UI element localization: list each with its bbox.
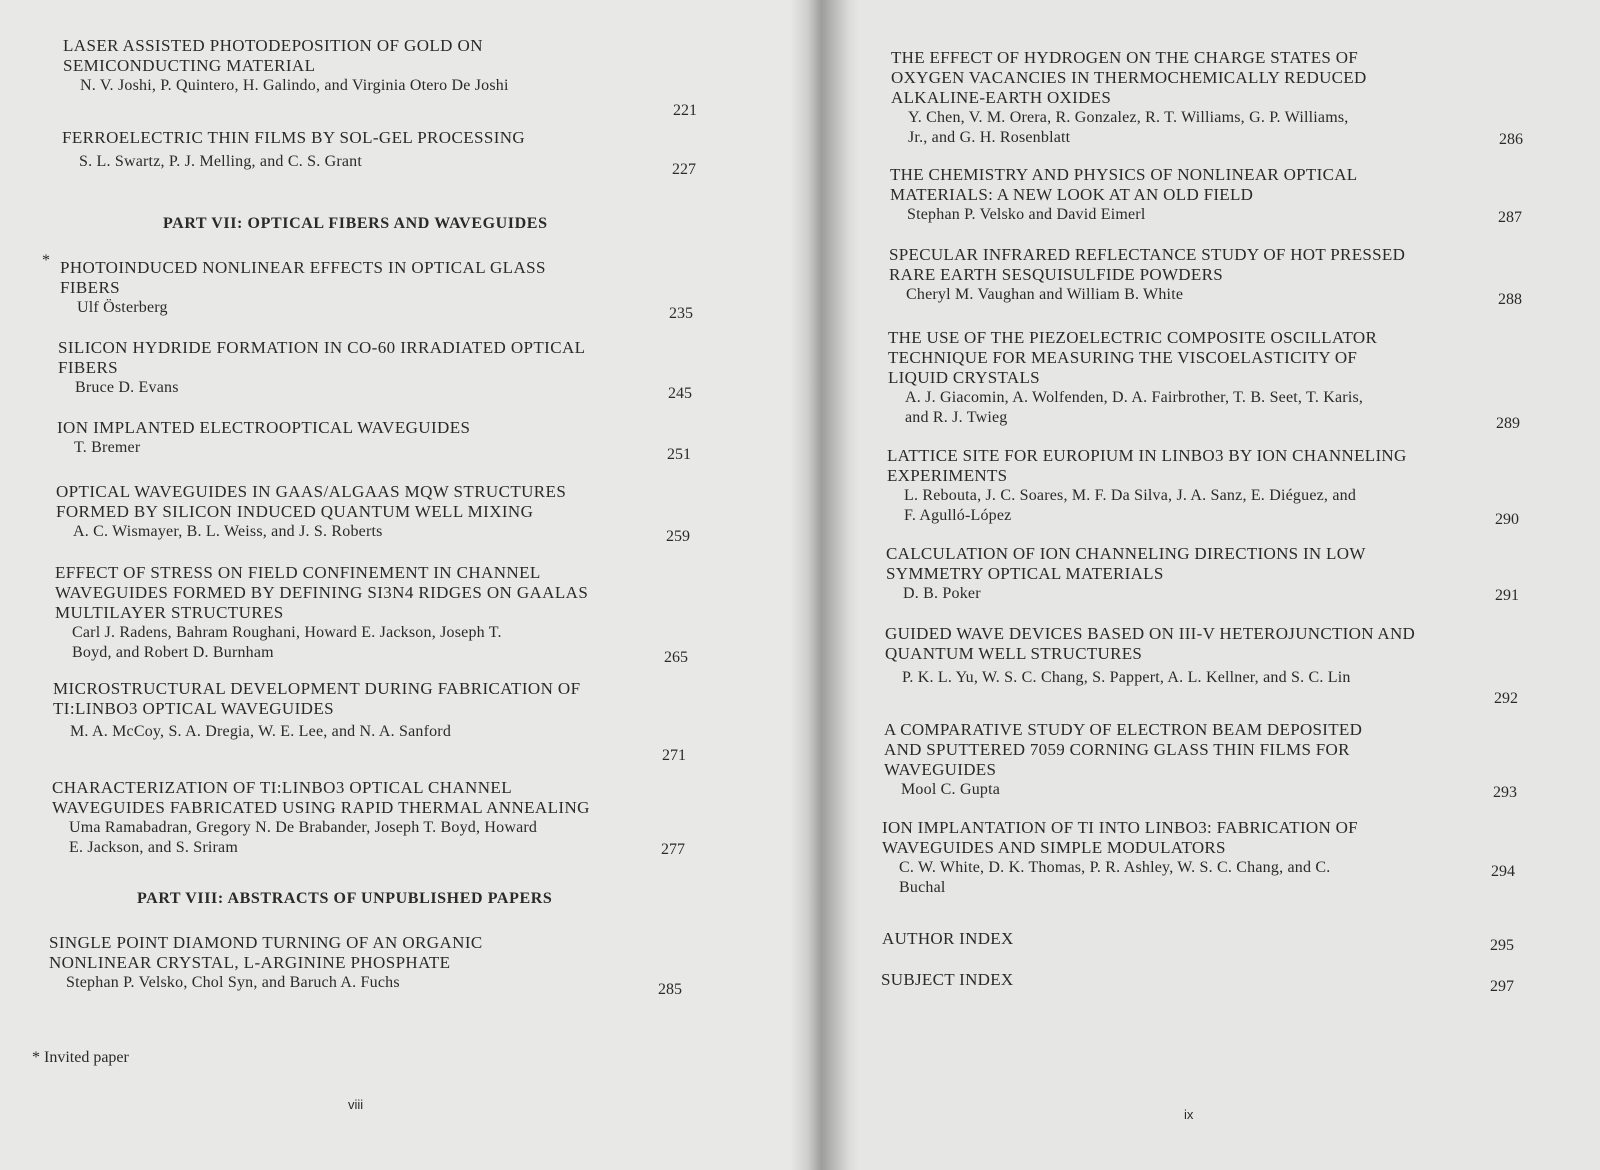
toc-entry bbox=[58, 338, 585, 398]
entry-authors: A. C. Wismayer, B. L. Weiss, and J. S. Roberts bbox=[73, 523, 383, 540]
section-heading: PART VII: OPTICAL FIBERS AND WAVEGUIDES bbox=[163, 215, 548, 232]
footnote-invited-paper: * Invited paper bbox=[32, 1049, 129, 1066]
toc-entry bbox=[881, 970, 1014, 990]
toc-entry bbox=[885, 624, 1415, 688]
entry-title: LATTICE SITE FOR EUROPIUM IN LINBO3 BY ION CHANNELING EXPERIMENTS bbox=[887, 446, 1407, 485]
entry-page-number: 287 bbox=[1498, 209, 1522, 226]
entry-page-number: 290 bbox=[1495, 511, 1519, 528]
entry-title: AUTHOR INDEX bbox=[882, 929, 1014, 948]
toc-entry bbox=[888, 328, 1377, 428]
entry-title: LASER ASSISTED PHOTODEPOSITION OF GOLD ON SEMICONDUCTING MATERIAL bbox=[63, 36, 483, 75]
entry-page-number: 251 bbox=[667, 446, 691, 463]
entry-title: CALCULATION OF ION CHANNELING DIRECTIONS IN LOW SYMMETRY OPTICAL MATERIALS bbox=[886, 544, 1366, 583]
entry-authors: Carl J. Radens, Bahram Roughani, Howard E. Jackson, Joseph T. Boyd, and Robert D. Burnham bbox=[72, 624, 502, 661]
entry-authors: Y. Chen, V. M. Orera, R. Gonzalez, R. T. Williams, G. P. Williams, Jr., and G. H. Rosenblatt bbox=[908, 109, 1349, 146]
toc-entry bbox=[889, 245, 1405, 305]
toc-entry bbox=[55, 563, 588, 663]
entry-authors: D. B. Poker bbox=[903, 585, 981, 602]
invited-paper-marker: * bbox=[42, 252, 50, 269]
entry-page-number: 295 bbox=[1490, 937, 1514, 954]
entry-page-number: 245 bbox=[668, 385, 692, 402]
entry-page-number: 297 bbox=[1490, 978, 1514, 995]
entry-page-number: 293 bbox=[1493, 784, 1517, 801]
entry-authors: T. Bremer bbox=[74, 439, 141, 456]
entry-authors: Mool C. Gupta bbox=[901, 781, 1001, 798]
toc-entry bbox=[886, 544, 1366, 604]
entry-title: MICROSTRUCTURAL DEVELOPMENT DURING FABRICATION OF TI:LINBO3 OPTICAL WAVEGUIDES bbox=[53, 679, 581, 718]
entry-page-number: 289 bbox=[1496, 415, 1520, 432]
entry-title: A COMPARATIVE STUDY OF ELECTRON BEAM DEPOSITED AND SPUTTERED 7059 CORNING GLASS THIN FILMS FOR WAVEGUIDES bbox=[884, 720, 1363, 779]
entry-title: PHOTOINDUCED NONLINEAR EFFECTS IN OPTICAL GLASS FIBERS bbox=[60, 258, 546, 297]
toc-entry bbox=[890, 165, 1357, 225]
entry-authors: Ulf Österberg bbox=[77, 299, 168, 316]
entry-authors: S. L. Swartz, P. J. Melling, and C. S. Grant bbox=[79, 153, 363, 170]
entry-title: SILICON HYDRIDE FORMATION IN CO-60 IRRADIATED OPTICAL FIBERS bbox=[58, 338, 586, 377]
entry-page-number: 288 bbox=[1498, 291, 1522, 308]
entry-authors: L. Rebouta, J. C. Soares, M. F. Da Silva, J. A. Sanz, E. Diéguez, and F. Agulló-López bbox=[904, 487, 1357, 524]
entry-authors: N. V. Joshi, P. Quintero, H. Galindo, and Virginia Otero De Joshi bbox=[80, 77, 509, 94]
entry-page-number: 235 bbox=[669, 305, 693, 322]
entry-page-number: 285 bbox=[658, 981, 682, 998]
toc-entry bbox=[49, 933, 483, 993]
entry-page-number: 292 bbox=[1494, 690, 1518, 707]
toc-entry bbox=[56, 482, 566, 542]
entry-page-number: 291 bbox=[1495, 587, 1519, 604]
toc-entry bbox=[882, 818, 1358, 898]
entry-title: THE CHEMISTRY AND PHYSICS OF NONLINEAR OPTICAL MATERIALS: A NEW LOOK AT AN OLD FIELD bbox=[890, 165, 1358, 204]
entry-authors: Stephan P. Velsko and David Eimerl bbox=[907, 206, 1146, 223]
toc-entry bbox=[53, 679, 580, 742]
entry-title: THE USE OF THE PIEZOELECTRIC COMPOSITE OSCILLATOR TECHNIQUE FOR MEASURING THE VISCOELASTICITY OF LIQUID CRYSTALS bbox=[888, 328, 1378, 387]
entry-page-number: 227 bbox=[672, 161, 696, 178]
page-folio: viii bbox=[348, 1097, 364, 1112]
entry-authors: Uma Ramabadran, Gregory N. De Brabander, Joseph T. Boyd, Howard E. Jackson, and S. Sriram bbox=[69, 819, 538, 856]
entry-page-number: 259 bbox=[666, 528, 690, 545]
entry-title: CHARACTERIZATION OF TI:LINBO3 OPTICAL CHANNEL WAVEGUIDES FABRICATED USING RAPID THERMAL ANNEALING bbox=[52, 778, 590, 817]
entry-authors: M. A. McCoy, S. A. Dregia, W. E. Lee, and N. A. Sanford bbox=[70, 723, 452, 740]
entry-page-number: 286 bbox=[1499, 131, 1523, 148]
toc-entry bbox=[52, 778, 590, 858]
entry-title: EFFECT OF STRESS ON FIELD CONFINEMENT IN CHANNEL WAVEGUIDES FORMED BY DEFINING SI3N4 RIDGES ON GAALAS MULTILAYER STRUCTURES bbox=[55, 563, 589, 622]
entry-page-number: 271 bbox=[662, 747, 686, 764]
toc-entry bbox=[882, 929, 1014, 949]
section-heading: PART VIII: ABSTRACTS OF UNPUBLISHED PAPERS bbox=[137, 890, 553, 907]
entry-title: OPTICAL WAVEGUIDES IN GAAS/ALGAAS MQW STRUCTURES FORMED BY SILICON INDUCED QUANTUM WELL MIXING bbox=[56, 482, 567, 521]
toc-entry bbox=[891, 48, 1367, 148]
right-page bbox=[810, 0, 1600, 1170]
entry-page-number: 277 bbox=[661, 841, 685, 858]
entry-authors: A. J. Giacomin, A. Wolfenden, D. A. Fairbrother, T. B. Seet, T. Karis, and R. J. Twieg bbox=[905, 389, 1364, 426]
entry-title: SPECULAR INFRARED REFLECTANCE STUDY OF HOT PRESSED RARE EARTH SESQUISULFIDE POWDERS bbox=[889, 245, 1406, 284]
toc-entry bbox=[884, 720, 1362, 800]
entry-authors: P. K. L. Yu, W. S. C. Chang, S. Pappert, A. L. Kellner, and S. C. Lin bbox=[902, 669, 1351, 686]
entry-authors: Bruce D. Evans bbox=[75, 379, 179, 396]
toc-entry bbox=[60, 258, 546, 318]
entry-title: THE EFFECT OF HYDROGEN ON THE CHARGE STATES OF OXYGEN VACANCIES IN THERMOCHEMICALLY REDUCED ALKALINE-EARTH OXIDES bbox=[891, 48, 1367, 107]
toc-entry bbox=[887, 446, 1407, 526]
entry-page-number: 221 bbox=[673, 102, 697, 119]
entry-title: GUIDED WAVE DEVICES BASED ON III-V HETEROJUNCTION AND QUANTUM WELL STRUCTURES bbox=[885, 624, 1416, 663]
entry-page-number: 265 bbox=[664, 649, 688, 666]
entry-page-number: 294 bbox=[1491, 863, 1515, 880]
entry-title: ION IMPLANTATION OF TI INTO LINBO3: FABRICATION OF WAVEGUIDES AND SIMPLE MODULATORS bbox=[882, 818, 1358, 857]
entry-authors: Stephan P. Velsko, Chol Syn, and Baruch A. Fuchs bbox=[66, 974, 400, 991]
toc-entry bbox=[63, 36, 509, 96]
entry-title: ION IMPLANTED ELECTROOPTICAL WAVEGUIDES bbox=[57, 418, 471, 437]
entry-title: SINGLE POINT DIAMOND TURNING OF AN ORGANIC NONLINEAR CRYSTAL, L-ARGININE PHOSPHATE bbox=[49, 933, 483, 972]
entry-authors: C. W. White, D. K. Thomas, P. R. Ashley, W. S. C. Chang, and C. Buchal bbox=[899, 859, 1331, 896]
page-folio: ix bbox=[1184, 1107, 1194, 1122]
toc-entry bbox=[62, 128, 525, 172]
entry-title: FERROELECTRIC THIN FILMS BY SOL-GEL PROCESSING bbox=[62, 128, 526, 147]
toc-entry bbox=[57, 418, 470, 458]
entry-authors: Cheryl M. Vaughan and William B. White bbox=[906, 286, 1184, 303]
book-gutter bbox=[790, 0, 860, 1170]
entry-title: SUBJECT INDEX bbox=[881, 970, 1014, 989]
